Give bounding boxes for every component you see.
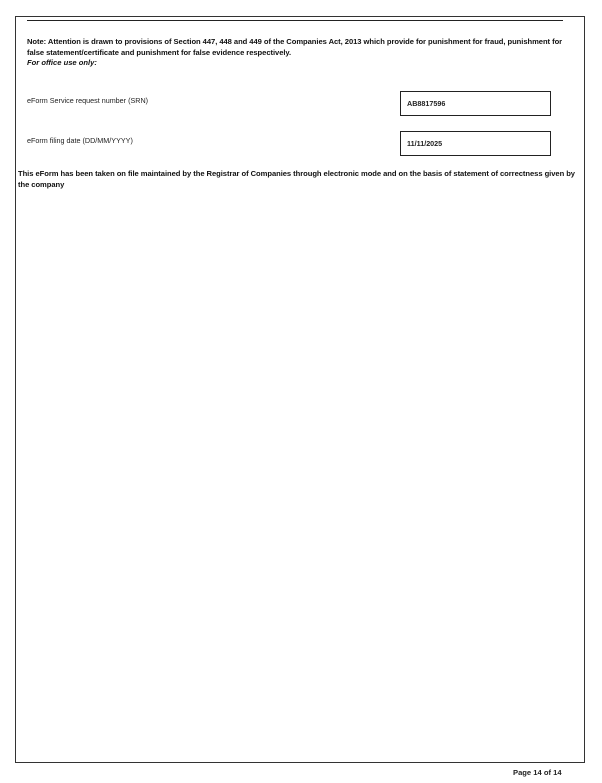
legal-note: Note: Attention is drawn to provisions of Section 447, 448 and 449 of the Companies Act, 2013 which provide for punishment for fraud, punishment for false statement/certificate and punishment for false evidence respectively. xyxy=(27,37,563,57)
filing-date-field[interactable]: 11/11/2025 xyxy=(400,131,551,156)
srn-field[interactable]: AB8817596 xyxy=(400,91,551,116)
filing-date-label: eForm filing date (DD/MM/YYYY) xyxy=(27,136,133,145)
srn-label: eForm Service request number (SRN) xyxy=(27,96,149,105)
top-divider xyxy=(27,20,563,21)
page-number: Page 14 of 14 xyxy=(513,768,562,777)
filing-statement: This eForm has been taken on file maintained by the Registrar of Companies through electronic mode and on the basis of statement of correctness given by the company xyxy=(18,169,575,189)
office-use-heading: For office use only: xyxy=(27,58,97,67)
page-frame xyxy=(15,16,585,763)
